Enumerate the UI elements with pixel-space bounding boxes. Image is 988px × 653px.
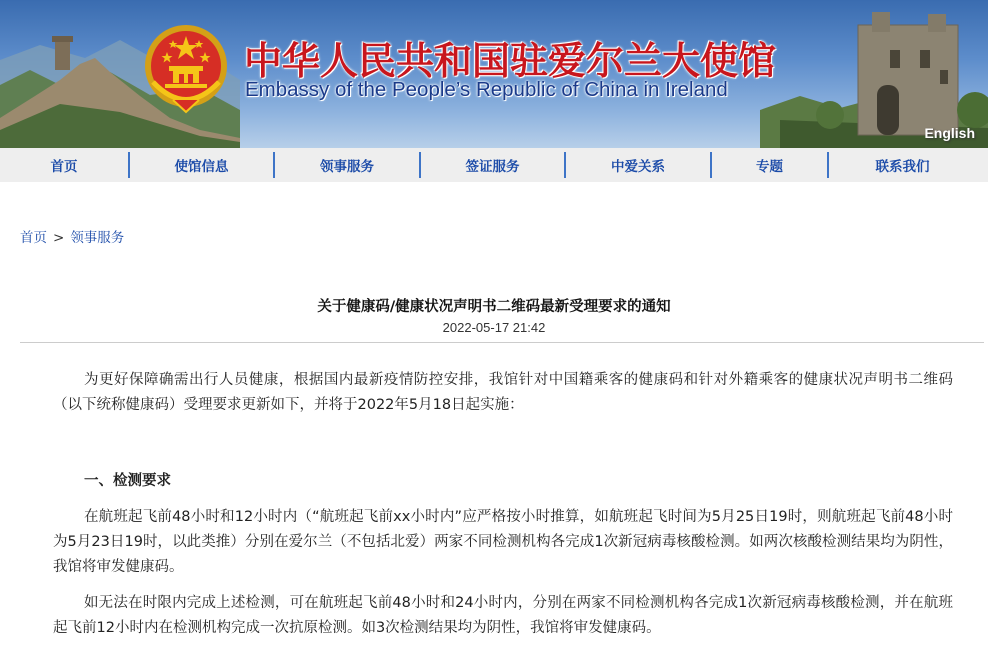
nav-item-contact-us[interactable]: 联系我们 bbox=[875, 159, 930, 175]
breadcrumb bbox=[20, 226, 124, 246]
article-paragraph-testing: 在航班起飞前48小时和12小时内（“航班起飞前xx小时内”应严格按小时推算，如航班起飞时间为5月25日19时，则航班起飞前48小时为5月23日19时，以此类推）分别在爱尔兰（不包括北爱）两家不同检测机构各完成1次新冠病毒核酸检测。如两次核酸检测结果均为阴性，我馆将审发健康码。 bbox=[53, 509, 953, 575]
nav-item-china-ireland-relations[interactable]: 中爱关系 bbox=[566, 152, 712, 178]
breadcrumb-consular-link[interactable]: 领事服务 bbox=[70, 230, 125, 246]
site-banner bbox=[0, 0, 988, 148]
article-section-heading: 一、检测要求 bbox=[84, 473, 171, 489]
article-title: 关于健康码/健康状况声明书二维码最新受理要求的通知 bbox=[317, 299, 671, 315]
article-paragraph-alternative: 如无法在时限内完成上述检测，可在航班起飞前48小时和24小时内，分别在两家不同检测机构各完成1次新冠病毒核酸检测，并在航班起飞前12小时内在检测机构完成一次抗原检测。如3次检测结果均为阴性，我馆将审发健康码。 bbox=[53, 595, 953, 636]
article-date: 2022-05-17 21:42 bbox=[442, 320, 546, 335]
nav-item-visa-services[interactable]: 签证服务 bbox=[421, 152, 566, 178]
english-language-link[interactable]: English bbox=[924, 125, 975, 141]
article-paragraph-intro: 为更好保障确需出行人员健康，根据国内最新疫情防控安排，我馆针对中国籍乘客的健康码和针对外籍乘客的健康状况声明书二维码（以下统称健康码）受理要求更新如下，并将于2022年5月18日起实施： bbox=[53, 372, 953, 413]
main-navigation bbox=[0, 148, 988, 182]
nav-item-embassy-info[interactable]: 使馆信息 bbox=[130, 152, 275, 178]
breadcrumb-separator: > bbox=[53, 230, 65, 246]
site-title-chinese: 中华人民共和国驻爱尔兰大使馆 bbox=[244, 39, 777, 83]
nav-item-home[interactable]: 首页 bbox=[0, 152, 130, 178]
nav-item-special-topics[interactable]: 专题 bbox=[712, 152, 829, 178]
nav-item-consular-services[interactable]: 领事服务 bbox=[275, 152, 421, 178]
site-title-english: Embassy of the People’s Republic of China in Ireland bbox=[245, 78, 728, 101]
national-emblem-icon bbox=[143, 22, 229, 114]
title-divider bbox=[20, 342, 984, 343]
breadcrumb-home-link[interactable]: 首页 bbox=[20, 230, 47, 246]
